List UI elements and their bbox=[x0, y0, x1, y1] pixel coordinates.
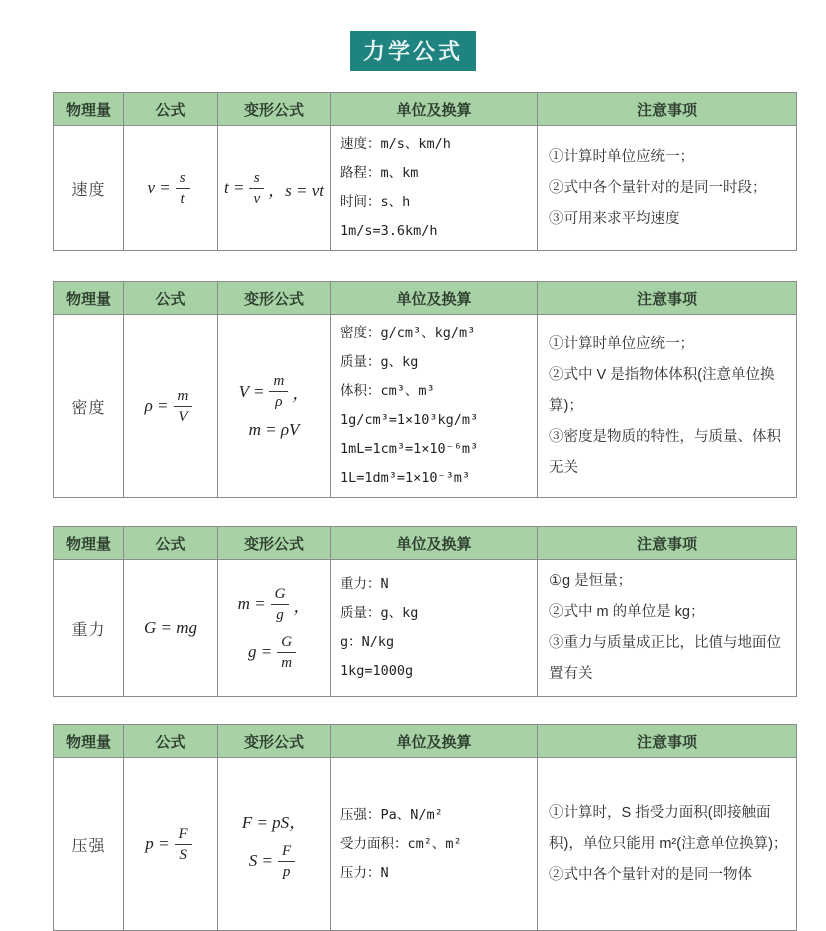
formula-rhs: ， bbox=[293, 596, 311, 616]
column-header-1: 公式 bbox=[124, 725, 218, 757]
column-header-4: 注意事项 bbox=[636, 101, 697, 119]
unit-line: 体积：cm³、m³ bbox=[340, 383, 435, 399]
formula bbox=[242, 808, 306, 833]
formula-lhs: v = bbox=[147, 178, 171, 197]
formula-cell bbox=[124, 315, 218, 497]
notes-cell bbox=[538, 126, 796, 250]
fraction-numerator: s bbox=[249, 169, 264, 189]
fraction-denominator: v bbox=[253, 190, 261, 207]
unit-line: 1m/s=3.6km/h bbox=[340, 223, 438, 239]
note-line: ③重力与质量成正比，比值与地面位置有关 bbox=[549, 635, 781, 682]
unit-line: 1kg=1000g bbox=[340, 663, 414, 679]
column-header-0: 物理量 bbox=[54, 93, 124, 125]
unit-line: 时间：s、h bbox=[340, 194, 411, 210]
column-header-2: 变形公式 bbox=[218, 527, 331, 559]
unit-line: 质量：g、kg bbox=[340, 605, 419, 621]
formula bbox=[249, 420, 300, 440]
unit-line: 密度：g/cm³、kg/m³ bbox=[340, 325, 476, 341]
note-line: ①g 是恒量； bbox=[549, 573, 633, 589]
formula-text: G = mg bbox=[143, 618, 198, 637]
quantity-cell: 压强 bbox=[54, 758, 124, 930]
table-body-row bbox=[54, 758, 796, 930]
formula-lhs: m = bbox=[237, 594, 266, 613]
formula-lhs: ρ = bbox=[144, 396, 169, 415]
note-line: ①计算时，S 指受力面积(即接触面积)，单位只能用 m²(注意单位换算)； bbox=[549, 804, 788, 852]
fraction-numerator: G bbox=[271, 585, 290, 605]
fraction bbox=[174, 387, 193, 426]
table-body-row bbox=[54, 315, 796, 497]
formula-lhs: V = bbox=[238, 381, 265, 401]
column-header-3: 单位及换算 bbox=[331, 282, 538, 314]
variant-formula-cell bbox=[218, 560, 331, 696]
units-cell bbox=[331, 315, 538, 497]
quantity-cell: 重力 bbox=[54, 560, 124, 696]
unit-line: 受力面积：cm²、m² bbox=[340, 835, 462, 852]
fraction-numerator: m bbox=[269, 372, 288, 392]
units-cell bbox=[331, 560, 538, 696]
formula bbox=[145, 387, 197, 426]
formula-lhs: S = bbox=[248, 851, 274, 870]
note-line: ①计算时单位应统一； bbox=[549, 335, 694, 352]
notes-cell bbox=[538, 560, 796, 696]
formula-text: F = pS， bbox=[241, 812, 307, 832]
unit-line: 压强：Pa、N/m² bbox=[340, 806, 443, 823]
formula-lhs: t = bbox=[224, 178, 245, 197]
table-header-row bbox=[54, 527, 796, 560]
units-cell bbox=[331, 758, 538, 930]
fraction bbox=[175, 825, 192, 864]
variant-formula-cell bbox=[218, 758, 331, 930]
column-header-3: 单位及换算 bbox=[331, 725, 538, 757]
quantity-cell: 密度 bbox=[54, 315, 124, 497]
unit-line: 1g/cm³=1×10³kg/m³ bbox=[340, 412, 479, 428]
fraction-denominator: ρ bbox=[275, 394, 283, 410]
column-header-1: 公式 bbox=[124, 282, 218, 314]
note-line: ①计算时单位应统一； bbox=[549, 148, 694, 165]
tables-container bbox=[53, 92, 797, 931]
note-line: ②式中 m 的单位是 kg； bbox=[549, 604, 705, 620]
note-line: ②式中各个量针对的是同一物体 bbox=[549, 866, 752, 883]
column-header-1: 公式 bbox=[124, 93, 218, 125]
notes-cell bbox=[538, 315, 796, 497]
unit-line: g：N/kg bbox=[340, 634, 395, 650]
column-header-4: 注意事项 bbox=[636, 733, 697, 751]
formula-cell bbox=[124, 560, 218, 696]
table-header-row bbox=[54, 725, 796, 758]
title-wrap bbox=[0, 0, 826, 71]
column-header-2: 变形公式 bbox=[218, 725, 331, 757]
fraction bbox=[176, 169, 190, 208]
formula-table-pressure bbox=[53, 724, 797, 931]
formula-rhs: ， bbox=[292, 384, 310, 403]
column-header-3: 单位及换算 bbox=[331, 527, 538, 559]
formula-cell bbox=[124, 126, 218, 250]
unit-line: 速度：m/s、km/h bbox=[340, 136, 451, 152]
formula-text: m = ρV bbox=[248, 420, 300, 439]
fraction bbox=[271, 585, 290, 624]
column-header-0: 物理量 bbox=[54, 725, 124, 757]
unit-line: 1L=1dm³=1×10⁻³m³ bbox=[340, 470, 471, 486]
fraction-numerator: G bbox=[277, 633, 296, 653]
fraction-denominator: t bbox=[180, 190, 185, 207]
note-line: ②式中各个量针对的是同一时段； bbox=[549, 179, 767, 196]
fraction-numerator: F bbox=[175, 825, 192, 845]
formula-cell bbox=[124, 758, 218, 930]
column-header-1: 公式 bbox=[124, 527, 218, 559]
unit-line: 重力：N bbox=[340, 576, 389, 592]
variant-formula-cell bbox=[218, 315, 331, 497]
column-header-0: 物理量 bbox=[54, 282, 124, 314]
formula-table-density bbox=[53, 281, 797, 498]
formula-table-speed bbox=[53, 92, 797, 251]
column-header-4: 注意事项 bbox=[636, 535, 697, 553]
formula-lhs: p = bbox=[145, 834, 170, 853]
formula bbox=[239, 372, 310, 411]
table-header-row bbox=[54, 282, 796, 315]
column-header-4: 注意事项 bbox=[636, 290, 697, 308]
formula bbox=[144, 618, 197, 638]
formula-rhs: ，s = vt bbox=[268, 180, 324, 200]
fraction bbox=[249, 169, 264, 208]
fraction-denominator: S bbox=[179, 846, 187, 863]
note-line: ②式中 V 是指物体体积(注意单位换算)； bbox=[549, 366, 775, 414]
fraction-denominator: p bbox=[282, 863, 291, 880]
column-header-2: 变形公式 bbox=[218, 93, 331, 125]
fraction bbox=[269, 372, 288, 411]
variant-formula-cell bbox=[218, 126, 331, 250]
column-header-0: 物理量 bbox=[54, 527, 124, 559]
formula bbox=[249, 842, 299, 881]
table-header-row bbox=[54, 93, 796, 126]
note-line: ③可用来求平均速度 bbox=[549, 210, 680, 227]
formula-lhs: g = bbox=[247, 642, 273, 661]
units-cell bbox=[331, 126, 538, 250]
note-line: ③密度是物质的特性，与质量、体积无关 bbox=[549, 428, 781, 476]
unit-line: 质量：g、kg bbox=[340, 354, 419, 370]
notes-cell bbox=[538, 758, 796, 930]
formula bbox=[248, 633, 300, 672]
column-header-3: 单位及换算 bbox=[331, 93, 538, 125]
unit-line: 压力：N bbox=[340, 864, 389, 881]
formula bbox=[145, 825, 195, 864]
formula-table-gravity bbox=[53, 526, 797, 697]
fraction bbox=[278, 842, 295, 881]
page-title: 力学公式 bbox=[350, 31, 476, 71]
formula bbox=[147, 169, 193, 208]
formula bbox=[238, 585, 311, 624]
column-header-2: 变形公式 bbox=[218, 282, 331, 314]
fraction-denominator: m bbox=[281, 654, 293, 671]
unit-line: 路程：m、km bbox=[340, 165, 419, 181]
fraction-numerator: s bbox=[176, 169, 190, 189]
fraction-denominator: g bbox=[276, 606, 284, 623]
fraction-numerator: F bbox=[278, 842, 295, 862]
table-body-row bbox=[54, 126, 796, 250]
unit-line: 1mL=1cm³=1×10⁻⁶m³ bbox=[340, 441, 479, 457]
fraction-denominator: V bbox=[178, 408, 188, 425]
quantity-cell: 速度 bbox=[54, 126, 124, 250]
fraction-numerator: m bbox=[174, 387, 193, 407]
fraction bbox=[277, 633, 296, 672]
table-body-row bbox=[54, 560, 796, 696]
formula bbox=[224, 169, 324, 208]
